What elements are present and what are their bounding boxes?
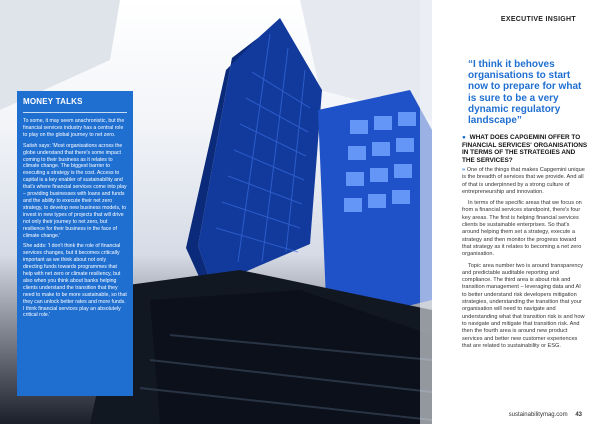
pull-quote: “I think it behoves organisations to start now to prepare for what is sure to be a very dynamic regulatory landscape”	[468, 59, 582, 127]
question-text: WHAT DOES CAPGEMINI OFFER TO FINANCIAL SERVICES' ORGANISATIONS IN TERMS OF THE STRATEGIES AND THE SERVICES?	[462, 134, 588, 164]
sidebar-paragraph: Satish says: 'Most organisations across the globe understand that there's some impact coming to their business as it relates to climate change. The biggest barrier to executing a strategy is the cost. Access to capital is a key enabler of sustainability and that's where financial services come into play – providing businesses with loans and funds and the ability to execute their net zero strategy, to develop new business models, to invest in new types of projects that will drive not only their journey to net zero, but resilience for their business in the face of climate change.'	[23, 142, 127, 239]
article-paragraph: In terms of the specific areas that we focus on from a financial services standpoint, there's four key areas. The first is helping financial services clients be sustainable enterprises. So that's around helping them set a strategy, execute a strategy and then monitor the progress toward that strategy as it relates to becoming a net zero organisation.	[462, 200, 582, 258]
article-body	[462, 167, 586, 354]
article-paragraph: Topic area number two is around transparency and predictable auditable reporting and compliance. The third area is about risk and transition management – leveraging data and AI to better understand risk developers mitigation strategies, understanding the transition that your organisation will need to navigate and understanding what that transition risk is and how to navigate and mitigate that transition risk. And then the fourth area is around new product services and better new customer experiences that are related to sustainability or ESG.	[462, 262, 585, 349]
right-page	[432, 0, 600, 424]
sidebar-divider	[23, 112, 127, 113]
money-talks-sidebar	[17, 91, 133, 396]
page-footer	[509, 412, 582, 418]
page-number: 43	[575, 412, 582, 418]
section-label: EXECUTIVE INSIGHT	[500, 16, 576, 23]
paragraph-text: One of the things that makes Capgemini unique is the breadth of services that we provide. And all of that is underpinned by a strong culture of entrepreneurship and innovation.	[462, 167, 585, 195]
footer-site: sustainabilitymag.com	[508, 412, 568, 418]
sidebar-paragraph: She adds: 'I don't think the role of financial services changes, but it becomes critically important as we think about not only directing funds towards programmes that help with net zero or climate resiliency, but also when you think about banks helping clients understand the transition that they need to make to be more sustainable, so that they can unlock better rates and more funds. I think financial services play an absolutely critical role.'	[23, 243, 127, 319]
bullet-icon: ●	[462, 134, 466, 141]
sidebar-paragraph: To some, it may seem anachronistic, but the financial services industry has a central role to play on the global journey to net zero.	[23, 118, 125, 138]
sidebar-title: MONEY TALKS	[23, 97, 83, 106]
chevron-right-icon: »	[462, 167, 466, 173]
article-paragraph	[462, 167, 586, 196]
question-heading	[462, 134, 588, 164]
